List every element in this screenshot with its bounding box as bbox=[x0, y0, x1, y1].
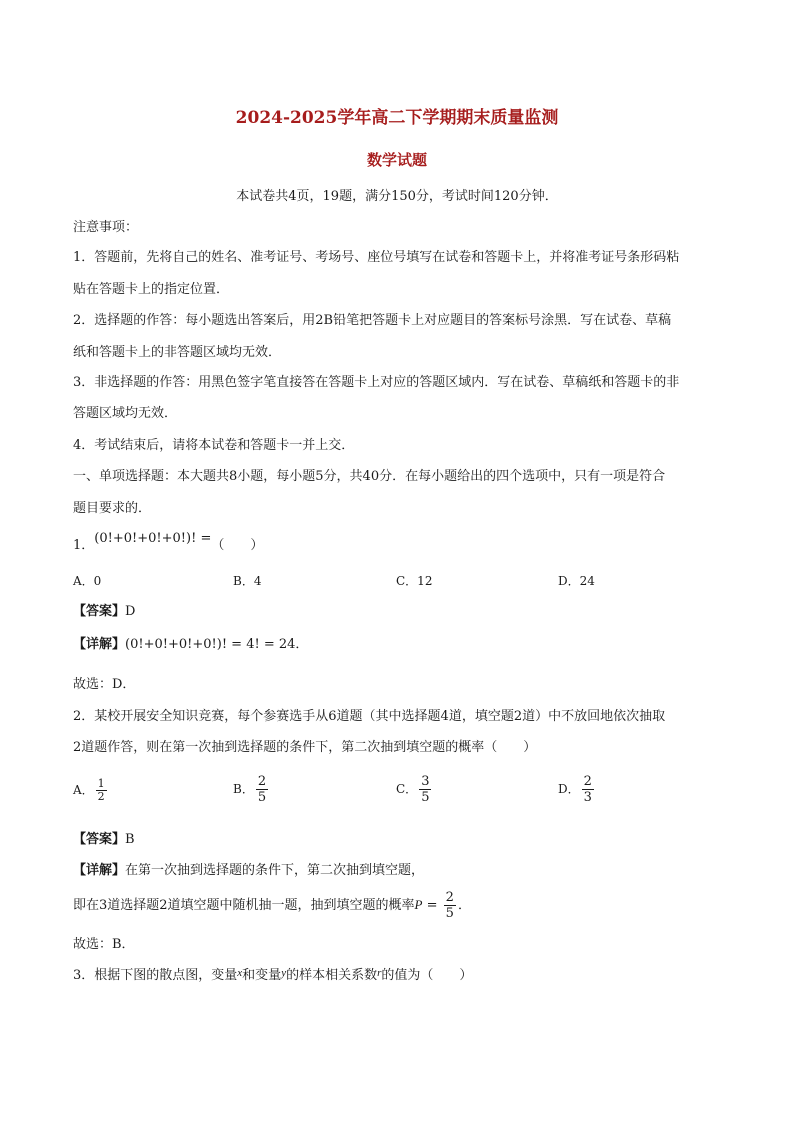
q2-option-a bbox=[73, 778, 109, 803]
q2-line-2: 2道题作答，则在第一次抽到选择题的条件下，第二次抽到填空题的概率（ ） bbox=[73, 740, 537, 755]
fraction-denominator: 3 bbox=[583, 790, 592, 805]
notice-item-1-line-1: 1．答题前，先将自己的姓名、准考证号、考场号、座位号填写在试卷和答题卡上，并将准考证号条形码粘 bbox=[73, 250, 680, 265]
page-subtitle: 数学试题 bbox=[366, 151, 427, 169]
fraction-denominator: 5 bbox=[421, 790, 430, 805]
page-title: 2024-2025学年高二下学期期末质量监测 bbox=[235, 108, 559, 128]
question-1-paren: （ ） bbox=[211, 538, 264, 553]
q2-choose: 故选：B． bbox=[73, 937, 135, 952]
notice-item-4: 4．考试结束后，请将本试卷和答题卡一并上交． bbox=[73, 438, 355, 453]
q2-detail-text-2: 即在3道选择题2道填空题中随机抽一题，抽到填空题的概率 bbox=[73, 898, 415, 913]
notice-item-2-line-1: 2．选择题的作答：每小题选出答案后，用2B铅笔把答题卡上对应题目的答案标号涂黑．写在试卷、草稿 bbox=[73, 313, 672, 328]
q2-detail-line-1 bbox=[73, 862, 424, 880]
q1-option-b: B．4 bbox=[233, 574, 262, 588]
question-1 bbox=[73, 531, 264, 555]
q1-detail-expression: (0!+0!+0!+0!)! = 4! = 24 bbox=[125, 637, 296, 652]
fraction-numerator: 2 bbox=[583, 774, 592, 789]
q3-post: 的值为（ ） bbox=[381, 968, 473, 983]
fraction-denominator: 5 bbox=[445, 906, 454, 921]
section-1-line-1: 一、单项选择题：本大题共8小题，每小题5分，共40分．在每小题给出的四个选项中，只有一项是符合 bbox=[73, 469, 666, 484]
q1-answer bbox=[73, 603, 135, 621]
q3-var-x: x bbox=[237, 967, 243, 979]
q1-answer-value: D bbox=[125, 604, 136, 619]
q2-option-d bbox=[558, 774, 596, 805]
probability-variable: P bbox=[414, 897, 423, 912]
q3-var-y: y bbox=[281, 967, 287, 979]
q2-option-b bbox=[233, 774, 270, 805]
q3-pre: 3．根据下图的散点图，变量 bbox=[73, 968, 238, 983]
q1-answer-tag: 【答案】 bbox=[73, 604, 126, 619]
q1-detail bbox=[73, 636, 308, 654]
q3-mid-2: 的样本相关系数 bbox=[286, 968, 378, 983]
q2-option-b-label: B． bbox=[233, 782, 254, 796]
question-1-expression: (0!+0!+0!+0!)! = bbox=[94, 531, 212, 546]
notice-item-3-line-2: 答题区域均无效． bbox=[73, 406, 178, 421]
probability-fraction bbox=[444, 890, 456, 921]
fraction-numerator: 1 bbox=[97, 777, 105, 790]
q2-option-a-fraction bbox=[96, 778, 107, 803]
q2-answer-value: B bbox=[125, 832, 135, 847]
notice-heading: 注意事项： bbox=[73, 220, 139, 235]
fraction-denominator: 2 bbox=[97, 790, 105, 803]
q1-detail-end: ． bbox=[295, 637, 309, 652]
q2-option-a-label: A． bbox=[73, 783, 94, 797]
q2-option-c-label: C． bbox=[396, 782, 418, 796]
q2-detail-text: 在第一次抽到选择题的条件下，第二次抽到填空题， bbox=[125, 863, 425, 878]
q2-answer-tag: 【答案】 bbox=[73, 832, 126, 847]
q3-mid-1: 和变量 bbox=[242, 968, 282, 983]
notice-item-3-line-1: 3．非选择题的作答：用黑色签字笔直接答在答题卡上对应的答题区域内．写在试卷、草稿纸和答题卡的非 bbox=[73, 375, 680, 390]
exam-info: 本试卷共4页，19题，满分150分，考试时间120分钟． bbox=[236, 189, 558, 204]
fraction-numerator: 3 bbox=[421, 774, 430, 789]
q2-option-c-fraction bbox=[419, 774, 431, 805]
q2-option-c bbox=[396, 774, 433, 805]
fraction-denominator: 5 bbox=[257, 790, 267, 805]
q1-detail-tag: 【详解】 bbox=[73, 637, 126, 652]
q2-option-d-label: D． bbox=[558, 782, 580, 796]
notice-item-2-line-2: 纸和答题卡上的非答题区域均无效． bbox=[73, 345, 282, 360]
q2-detail-line-2 bbox=[73, 888, 471, 923]
q2-detail-end: ． bbox=[457, 898, 471, 913]
q1-option-c: C．12 bbox=[396, 574, 433, 588]
fraction-numerator: 2 bbox=[257, 774, 267, 789]
q2-detail-tag: 【详解】 bbox=[73, 863, 126, 878]
question-3 bbox=[73, 967, 472, 985]
q2-line-1: 2．某校开展安全知识竞赛，每个参赛选手从6道题（其中选择题4道，填空题2道）中不放回地依次抽取 bbox=[73, 709, 666, 724]
q1-option-a: A．0 bbox=[73, 574, 102, 588]
q1-choose: 故选：D． bbox=[73, 677, 136, 692]
q2-option-b-fraction bbox=[256, 774, 268, 805]
q3-var-r: r bbox=[377, 967, 382, 979]
notice-item-1-line-2: 贴在答题卡上的指定位置． bbox=[73, 282, 230, 297]
equals-sign: = bbox=[422, 898, 442, 913]
q2-option-d-fraction bbox=[582, 774, 594, 805]
q1-option-d: D．24 bbox=[558, 574, 595, 588]
fraction-numerator: 2 bbox=[445, 890, 454, 905]
section-1-line-2: 题目要求的． bbox=[73, 501, 152, 516]
question-1-number: 1． bbox=[73, 538, 95, 553]
q2-answer bbox=[73, 831, 135, 849]
